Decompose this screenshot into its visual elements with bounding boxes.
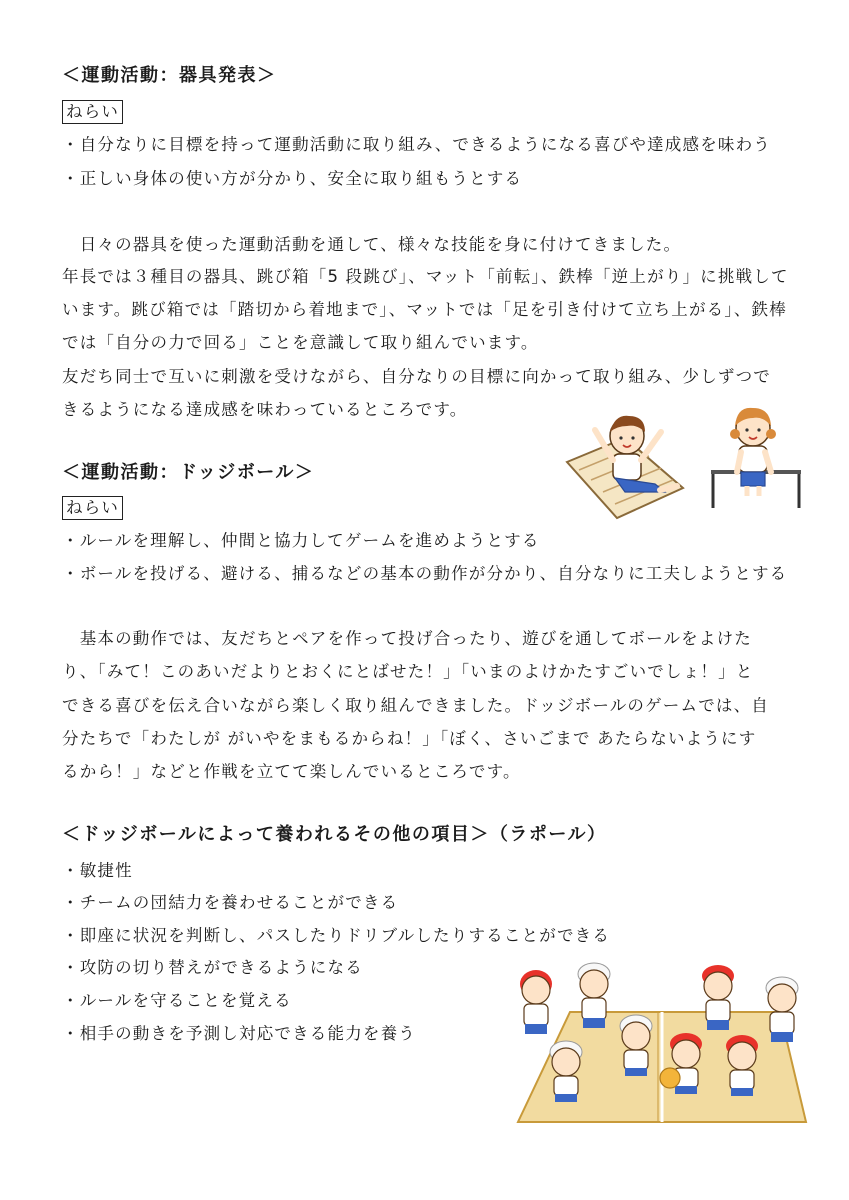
section2-paragraph-line: できる喜びを伝え合いながら楽しく取り組んできました。ドッジボールのゲームでは、自: [62, 696, 770, 715]
section1-paragraph-line: 友だち同士で互いに刺激を受けながら、自分なりの目標に向かって取り組み、少しずつで: [62, 367, 771, 386]
section2-paragraph-line: 基本の動作では、友だちとペアを作って投げ合ったり、遊びを通してボールをよけた: [62, 629, 752, 648]
ball-icon: [660, 1068, 680, 1088]
section2-bullet: ・ボールを投げる、避ける、捕るなどの基本の動作が分かり、自分なりに工夫しようとする: [62, 564, 788, 583]
section2-paragraph-line: 分たちで「わたしが がいやをまもるからね！」「ぼく、さいごまで あたらないようにす: [62, 729, 757, 748]
section3-heading: ＜ドッジボールによって養われるその他の項目＞（ラポール）: [62, 824, 607, 845]
section3-bullet: ・敏捷性: [62, 861, 133, 880]
section1-paragraph-line: 日々の器具を使った運動活動を通して、様々な技能を身に付けてきました。: [62, 235, 682, 254]
section3-bullet: ・相手の動きを予測し対応できる能力を養う: [62, 1024, 416, 1043]
girl-icon: [711, 408, 801, 508]
section1-bullet: ・正しい身体の使い方が分かり、安全に取り組もうとする: [62, 169, 523, 188]
section3-bullet: ・ルールを守ることを覚える: [62, 991, 292, 1010]
section3-bullet: ・即座に状況を判断し、パスしたりドリブルしたりすることができる: [62, 926, 611, 945]
dodgeball-illustration: [510, 960, 810, 1126]
section2-heading: ＜運動活動：ドッジボール＞: [62, 462, 315, 483]
section3-bullet: ・チームの団結力を養わせることができる: [62, 893, 399, 912]
section1-paragraph-line: います。跳び箱では「踏切から着地まで」、マットでは「足を引き付けて立ち上がる」、鉄棒: [62, 300, 787, 319]
section2-paragraph-line: るから！」などと作戦を立てて楽しんでいるところです。: [62, 762, 521, 781]
section1-bullet: ・自分なりに目標を持って運動活動に取り組み、できるようになる喜びや達成感を味わう: [62, 135, 771, 154]
aim-label-box: ねらい: [62, 496, 123, 520]
section1-aim-label: [62, 100, 123, 124]
gymnastics-illustration: [565, 400, 805, 520]
section3-bullet: ・攻防の切り替えができるようになる: [62, 958, 363, 977]
section1-heading: ＜運動活動：器具発表＞: [62, 65, 277, 86]
section1-paragraph-line: きるようになる達成感を味わっているところです。: [62, 400, 468, 419]
section2-paragraph-line: り、「みて！このあいだよりとおくにとばせた！」「いまのよけかたすごいでしょ！」と: [62, 662, 754, 681]
section1-paragraph-line: では「自分の力で回る」ことを意識して取り組んでいます。: [62, 333, 539, 352]
section2-bullet: ・ルールを理解し、仲間と協力してゲームを進めようとする: [62, 531, 540, 550]
aim-label-box: ねらい: [62, 100, 123, 124]
section1-paragraph-line: 年長では３種目の器具、跳び箱「5 段跳び」、マット「前転」、鉄棒「逆上がり」に挑戦して: [62, 267, 789, 286]
section2-aim-label: [62, 496, 123, 520]
